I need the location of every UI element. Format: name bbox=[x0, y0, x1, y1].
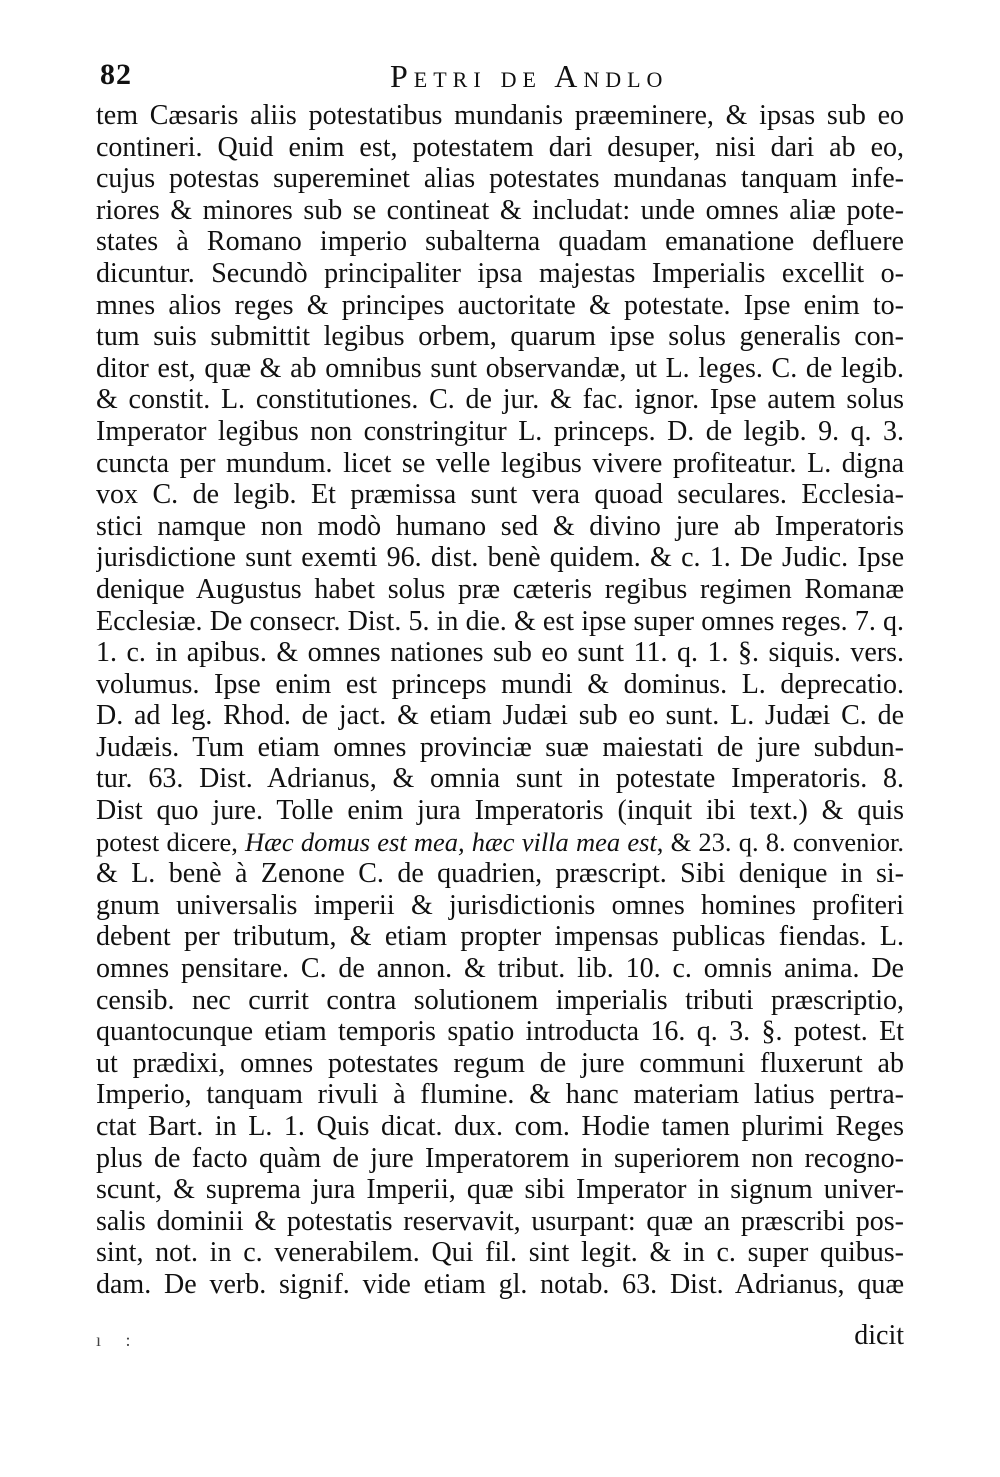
text-line: states à Romano imperio subalterna quadam emanatione defluere bbox=[96, 226, 904, 258]
text-line: tem Cæsaris aliis potestatibus mundanis præeminere, & ipsas sub eo bbox=[96, 100, 904, 131]
text-line: Dist quo jure. Tolle enim jura Imperatoris (inquit ibi text.) & quis bbox=[96, 795, 904, 827]
text-line: & L. benè à Zenone C. de quadrien, præscript. Sibi denique in si- bbox=[96, 858, 904, 890]
page-specks: ı : bbox=[96, 1330, 141, 1350]
text-line: 1. c. in apibus. & omnes nationes sub eo sunt 11. q. 1. §. siquis. vers. bbox=[96, 637, 904, 669]
text-line: tur. 63. Dist. Adrianus, & omnia sunt in potestate Imperatoris. 8. bbox=[96, 763, 904, 795]
text-line: & constit. L. constitutiones. C. de jur. & fac. ignor. Ipse autem solus bbox=[96, 384, 904, 416]
text-line: riores & minores sub se contineat & includat: unde omnes aliæ pote- bbox=[96, 194, 904, 226]
text-line: salis dominii & potestatis reservavit, usurpant: quæ an præscribi pos- bbox=[96, 1205, 904, 1237]
text-line: volumus. Ipse enim est princeps mundi & dominus. L. deprecatio. bbox=[96, 668, 904, 700]
text-line: tum suis submittit legibus orbem, quarum ipse solus generalis con- bbox=[96, 321, 904, 353]
text-line: scunt, & suprema jura Imperii, quæ sibi Imperator in signum univer- bbox=[96, 1174, 904, 1206]
text-line: D. ad leg. Rhod. de jact. & etiam Judæi sub eo sunt. L. Judæi C. de bbox=[96, 700, 904, 732]
page-header bbox=[100, 58, 900, 98]
text-line: ditor est, quæ & ab omnibus sunt observandæ, ut L. leges. C. de legib. bbox=[96, 352, 904, 384]
text-line: ut prædixi, omnes potestates regum de jure communi fluxerunt ab bbox=[96, 1047, 904, 1079]
text-line: ctat Bart. in L. 1. Quis dicat. dux. com. Hodie tamen plurimi Reges bbox=[96, 1111, 904, 1142]
text-line: Imperator legibus non constringitur L. princeps. D. de legib. 9. q. 3. bbox=[96, 415, 904, 447]
text-line: omnes pensitare. C. de annon. & tribut. lib. 10. c. omnis anima. De bbox=[96, 953, 904, 985]
text-line: gnum universalis imperii & jurisdictionis omnes homines profiteri bbox=[96, 889, 904, 921]
catchword: dicit bbox=[854, 1320, 904, 1351]
text-line: cuncta per mundum. licet se velle legibus vivere profiteatur. L. digna bbox=[96, 447, 904, 479]
text-line: contineri. Quid enim est, potestatem dari desuper, nisi dari ab eo, bbox=[96, 131, 904, 163]
text-line: dicuntur. Secundò principaliter ipsa majestas Imperialis excellit o- bbox=[96, 257, 904, 289]
text-line: vox C. de legib. Et præmissa sunt vera quoad seculares. Ecclesia- bbox=[96, 479, 904, 511]
text-line: censib. nec currit contra solutionem imperialis tributi præscriptio, bbox=[96, 984, 904, 1016]
text-line: plus de facto quàm de jure Imperatorem in superiorem non recogno- bbox=[96, 1142, 904, 1174]
text-line-italic-quote: Hæc domus est mea, hæc villa mea est bbox=[245, 826, 657, 857]
page-footer bbox=[96, 1320, 904, 1360]
text-line: stici namque non modò humano sed & divino jure ab Imperatoris bbox=[96, 510, 904, 542]
text-line: Judæis. Tum etiam omnes provinciæ suæ maiestati de jure subdun- bbox=[96, 731, 904, 763]
text-line bbox=[96, 827, 904, 859]
text-line: dam. De verb. signif. vide etiam gl. notab. 63. Dist. Adrianus, quæ bbox=[96, 1268, 904, 1300]
text-line-roman-part: potest dicere, bbox=[96, 826, 246, 857]
body-text bbox=[96, 100, 904, 1301]
text-line: denique Augustus habet solus præ cæteris regibus regimen Romanæ bbox=[96, 573, 904, 605]
page-number: 82 bbox=[100, 58, 132, 91]
text-line: Ecclesiæ. De consecr. Dist. 5. in die. & est ipse super omnes reges. 7. q. bbox=[96, 605, 904, 637]
text-line: quantocunque etiam temporis spatio introducta 16. q. 3. §. potest. Et bbox=[96, 1016, 904, 1048]
text-line-roman-part: , & 23. q. 8. convenior. bbox=[656, 826, 904, 857]
text-line: debent per tributum, & etiam propter impensas publicas fiendas. L. bbox=[96, 921, 904, 953]
text-line: Imperio, tanquam rivuli à flumine. & hanc materiam latius pertra- bbox=[96, 1079, 904, 1111]
text-line: cujus potestas supereminet alias potestates mundanas tanquam infe- bbox=[96, 163, 904, 195]
text-line: mnes alios reges & principes auctoritate & potestate. Ipse enim to- bbox=[96, 289, 904, 321]
running-head: Petri de Andlo bbox=[390, 58, 669, 94]
text-line: jurisdictione sunt exemti 96. dist. benè quidem. & c. 1. De Judic. Ipse bbox=[96, 542, 904, 574]
text-line: sint, not. in c. venerabilem. Qui fil. sint legit. & in c. super quibus- bbox=[96, 1237, 904, 1269]
